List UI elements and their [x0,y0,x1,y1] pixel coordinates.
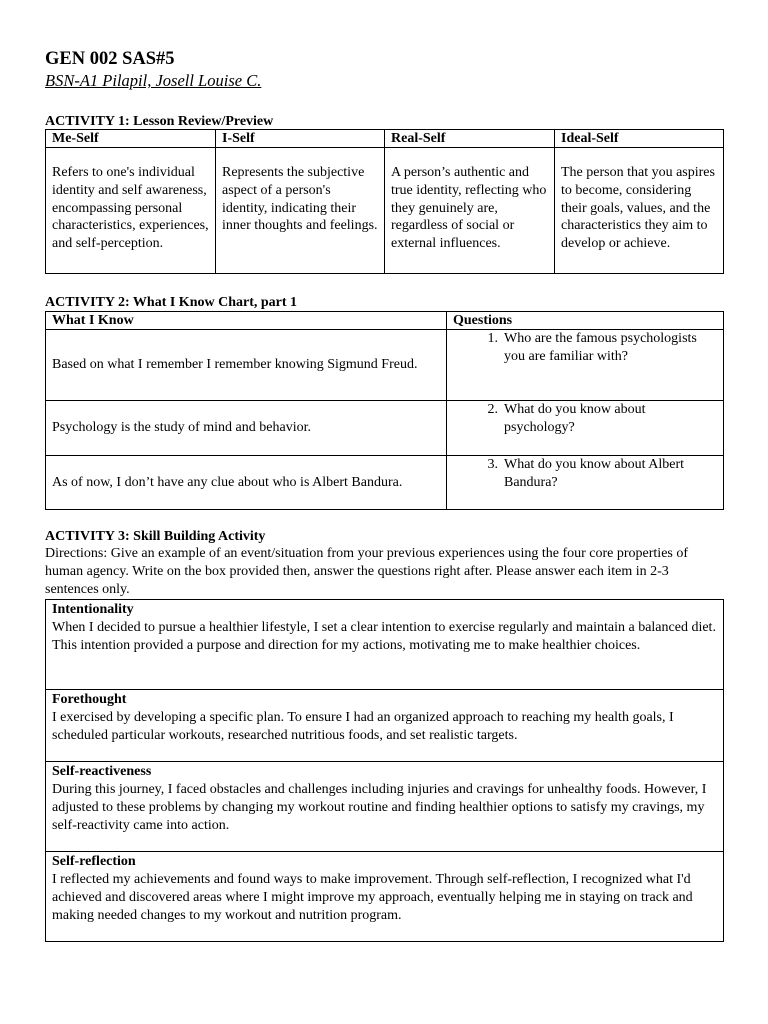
table-row [46,762,724,852]
item-text: I reflected my achievements and found ways to make improvement. Through self-reflection, I recognized what I'd achieved and discovered areas where I might improve my approach, eventually helping me in staying on track and making needed changes to my workout and nutrition program. [52,872,693,923]
question-number: 2. [487,402,498,417]
activity2-heading: ACTIVITY 2: What I Know Chart, part 1 [45,295,298,310]
table-header-row [46,312,724,330]
question-number: 3. [487,457,498,472]
column-header-questions: Questions [447,312,724,330]
activity1-heading: ACTIVITY 1: Lesson Review/Preview [45,114,274,129]
item-text: When I decided to pursue a healthier lifestyle, I set a clear intention to exercise regularly and maintain a balanced diet. This intention provided a purpose and direction for my actions, motivating me to make healthier choices. [52,620,716,653]
question-cell [447,330,724,401]
column-header-real-self: Real-Self [385,130,555,148]
real-self-definition: A person’s authentic and true identity, reflecting who they genuinely are, regardless of social or external influences. [385,148,555,274]
question-cell [447,401,724,456]
self-reflection-cell [46,852,724,942]
column-header-me-self: Me-Self [46,130,216,148]
know-cell: Based on what I remember I remember knowing Sigmund Freud. [46,330,447,401]
skill-building-table [45,599,724,942]
table-row [46,401,724,456]
column-header-what-i-know: What I Know [46,312,447,330]
lesson-review-table [45,129,724,274]
question-text: What do you know about psychology? [504,402,646,435]
item-label: Forethought [52,692,127,707]
know-cell: Psychology is the study of mind and behavior. [46,401,447,456]
forethought-cell [46,690,724,762]
question-text: Who are the famous psychologists you are familiar with? [504,331,697,364]
item-text: I exercised by developing a specific plan. To ensure I had an organized approach to reaching my health goals, I scheduled particular workouts, researched nutritious foods, and set realistic targets. [52,710,674,743]
column-header-i-self: I-Self [216,130,385,148]
table-row [46,600,724,690]
item-label: Self-reactiveness [52,764,152,779]
column-header-ideal-self: Ideal-Self [555,130,724,148]
question-text: What do you know about Albert Bandura? [504,457,685,490]
question-cell [447,456,724,510]
table-row [46,852,724,942]
student-name: BSN-A1 Pilapil, Josell Louise C. [45,71,262,90]
table-header-row [46,130,724,148]
item-label: Intentionality [52,602,134,617]
activity3-directions: Directions: Give an example of an event/situation from your previous experiences using the four core properties of human agency. Write on the box provided then, answer the questions right after. Please answer each item in 2-3 sentences only. [45,546,689,597]
table-row [46,690,724,762]
table-row [46,456,724,510]
ideal-self-definition: The person that you aspires to become, considering their goals, values, and the characteristics they aim to develop or achieve. [555,148,724,274]
item-text: During this journey, I faced obstacles and challenges including injuries and cravings for unhealthy foods. However, I adjusted to these problems by changing my workout routine and finding healthier options to satisfy my cravings, my self-reactivity came into action. [52,782,707,833]
self-reactiveness-cell [46,762,724,852]
know-cell: As of now, I don’t have any clue about who is Albert Bandura. [46,456,447,510]
intentionality-cell [46,600,724,690]
document-title: GEN 002 SAS#5 [45,49,175,69]
table-row [46,330,724,401]
table-row [46,148,724,274]
me-self-definition: Refers to one's individual identity and self awareness, encompassing personal characteristics, experiences, and self-perception. [46,148,216,274]
activity3-heading: ACTIVITY 3: Skill Building Activity [45,529,266,544]
question-number: 1. [487,331,498,346]
what-i-know-table [45,311,724,510]
item-label: Self-reflection [52,854,136,869]
i-self-definition: Represents the subjective aspect of a person's identity, indicating their inner thoughts and feelings. [216,148,385,274]
